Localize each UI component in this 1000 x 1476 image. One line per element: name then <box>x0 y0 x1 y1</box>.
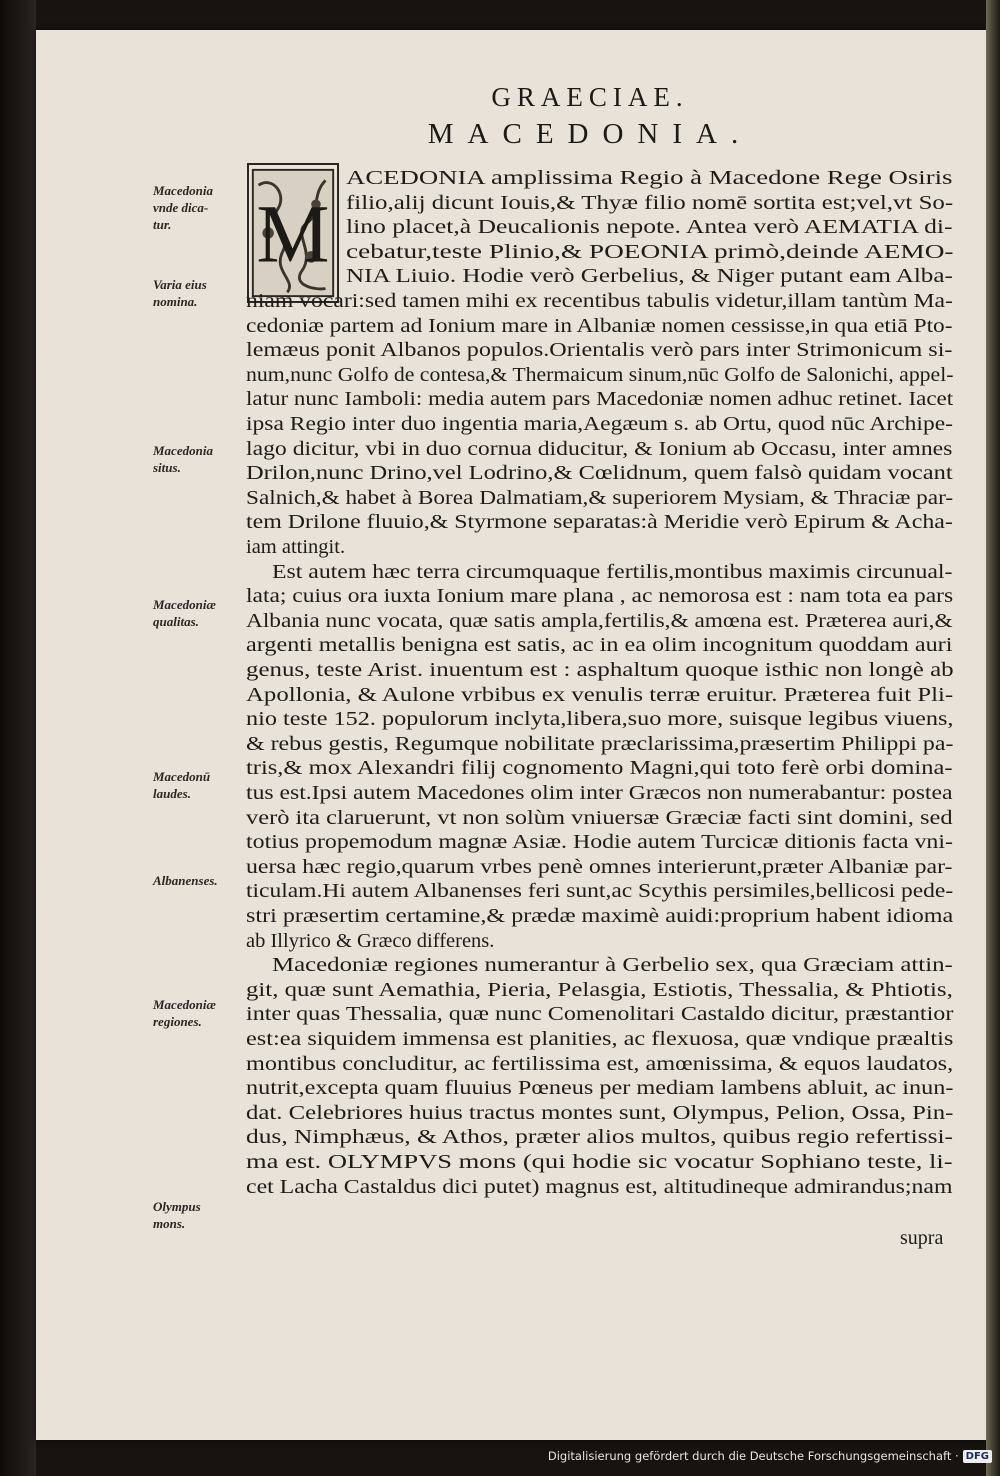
initial-ornament-icon <box>249 165 337 301</box>
text-line: niam vocari:sed tamen mihi ex recentibus tabulis videtur,illam tantùm Ma- <box>246 290 953 312</box>
footer-credit <box>548 1449 992 1463</box>
text-line: uersa hæc regio,quarum vrbes penè omnes interierunt,præter Albaniæ par- <box>246 855 953 878</box>
text-line: genus, teste Arist. inuentum est : asphaltum quoque isthic non longè ab <box>246 659 954 681</box>
text-line: ACEDONIA amplissima Regio à Macedone Rege Osiris <box>346 167 953 189</box>
text-line: Apollonia, & Aulone vrbibus ex venulis terræ eruitur. Præterea fuit Pli- <box>246 683 954 706</box>
marginal-note-5: Macedonū laudes. <box>153 769 211 801</box>
text-line: lata; cuius ora iuxta Ionium mare plana , ac nemorosa est : nam tota ea pars <box>246 585 954 608</box>
text-line: totius propemodum magnæ Asiæ. Hodie autem Turcicæ ditionis facta vni- <box>246 831 953 854</box>
text-line: dat. Celebriores huius tractus montes sunt, Olympus, Pelion, Ossa, Pin- <box>246 1101 954 1124</box>
text-line: lino placet,à Deucalionis nepote. Antea verò AEMATIA di- <box>346 216 953 239</box>
page-title: MACEDONIA. <box>427 118 753 150</box>
text-line: NIA Liuio. Hodie verò Gerbelius, & Niger putant eam Alba- <box>346 265 953 288</box>
text-line: dus, Nimphæus, & Athos, præter alios multos, quibus regio refertissi- <box>246 1126 954 1149</box>
text-line: lago dicitur, vbi in duo cornua diducitur, & Ionium ab Occasu, inter amnes <box>246 437 953 460</box>
catchword: supra <box>900 1227 944 1249</box>
text-line: latur nunc Iamboli: media autem pars Macedoniæ nomen adhuc retinet. Iacet <box>246 388 954 411</box>
text-line: git, quæ sunt Aemathia, Pieria, Pelasgia, Estiotis, Thessalia, & Phtiotis, <box>246 978 953 1001</box>
svg-text:M: M <box>256 188 330 280</box>
text-line: montibus concluditur, ac fertilissima est, amœnissima, & equos laudatos, <box>246 1052 954 1075</box>
page-edge <box>986 0 1000 1476</box>
text-line: verò ita claruerunt, vt non solùm vniuersæ Græciæ facti sint domini, sed <box>246 806 953 829</box>
text-line: nutrit,excepta quam fluuius Pœneus per mediam lambens abluit, ac inun- <box>246 1077 954 1100</box>
book-gutter <box>0 0 36 1476</box>
text-line: nio teste 152. populorum inclyta,libera,suo more, suisque legibus viuens, <box>246 708 954 731</box>
text-line: cet Lacha Castaldus dici putet) magnus est, altitudineque admirandus;nam <box>246 1175 953 1198</box>
marginal-note-4: Macedoniæ qualitas. <box>153 597 216 629</box>
marginal-note-3: Macedonia situs. <box>153 443 213 475</box>
text-line: cebatur,teste Plinio,& POEONIA primò,deinde AEMO- <box>346 240 954 263</box>
text-line: ab Illyrico & Græco differens. <box>246 929 495 952</box>
marginal-note-2: Varia eius nomina. <box>153 277 207 309</box>
text-line: est:ea siquidem immensa est planities, ac flexuosa, quæ vndique præaltis <box>246 1028 954 1050</box>
text-line: lemæus ponit Albanos populos.Orientalis verò pars inter Strimonicum si- <box>246 339 953 362</box>
decorated-initial <box>247 163 339 303</box>
text-line: inter quas Thessalia, quæ nunc Comenolitari Castaldo dicitur, præstantior <box>246 1003 954 1026</box>
text-line: ma est. OLYMPVS mons (qui hodie sic vocatur Sophiano teste, li- <box>246 1151 953 1173</box>
text-line: tem Drilone fluuio,& Styrmone separatas:à Meridie verò Epirum & Acha- <box>246 511 953 534</box>
text-line: Salnich,& habet à Borea Dalmatiam,& superiorem Mysiam, & Thraciæ par- <box>246 486 954 509</box>
text-line: tris,& mox Alexandri filij cognomento Magni,qui toto ferè orbi domina- <box>246 757 953 780</box>
text-line: num,nunc Golfo de contesa,& Thermaicum sinum,nūc Golfo de Salonichi, appel- <box>246 363 954 386</box>
text-line: ticulam.Hi autem Albanenses feri sunt,ac Scythis persimiles,bellicosi pede- <box>246 880 954 903</box>
marginal-note-6: Albanenses. <box>153 873 218 888</box>
text-line: & rebus gestis, Regumque nobilitate præclarissima,præsertim Philippi pa- <box>246 732 954 755</box>
text-line: argenti metallis benigna est satis, ac in ea olim incognitum quoddam auri <box>246 634 953 657</box>
marginal-note-7: Macedoniæ regiones. <box>153 997 216 1029</box>
text-line: Est autem hæc terra circumquaque fertilis,montibus maximis circunual- <box>272 560 953 583</box>
text-line: tus est.Ipsi autem Macedones olim inter Græcos non numerabantur: postea <box>246 782 953 804</box>
text-line: Macedoniæ regiones numerantur à Gerbelio sex, qua Græciam attin- <box>272 954 953 977</box>
text-line: Albania nunc vocata, quæ satis ampla,fertilis,& amœna est. Præterea auri,& <box>246 609 953 632</box>
text-line: ipsa Regio inter duo ingentia maria,Aegæum s. ab Ortu, quod nūc Archipe- <box>246 413 954 435</box>
text-line: cedoniæ partem ad Ionium mare in Albaniæ nomen cessisse,in qua etiā Pto- <box>246 314 953 337</box>
text-line: iam attingit. <box>246 536 346 558</box>
dfg-logo-icon: DFG <box>963 1450 992 1463</box>
marginal-note-1: Macedonia vnde dica- tur. <box>153 183 213 232</box>
running-head: GRAECIAE. <box>491 82 689 112</box>
footer-text: Digitalisierung gefördert durch die Deutsche Forschungsgemeinschaft · <box>547 1449 959 1463</box>
text-line: stri præsertim certamine,& prædæ maximè auidi:proprium habent idioma <box>246 905 954 927</box>
marginal-note-8: Olympus mons. <box>153 1199 201 1231</box>
text-line: Drilon,nunc Drino,vel Lodrino,& Cœlidnum, quem falsò quidam vocant <box>246 462 953 485</box>
text-line: filio,alij dicunt Iouis,& Thyæ filio nomē sortita est;vel,vt So- <box>346 191 954 214</box>
